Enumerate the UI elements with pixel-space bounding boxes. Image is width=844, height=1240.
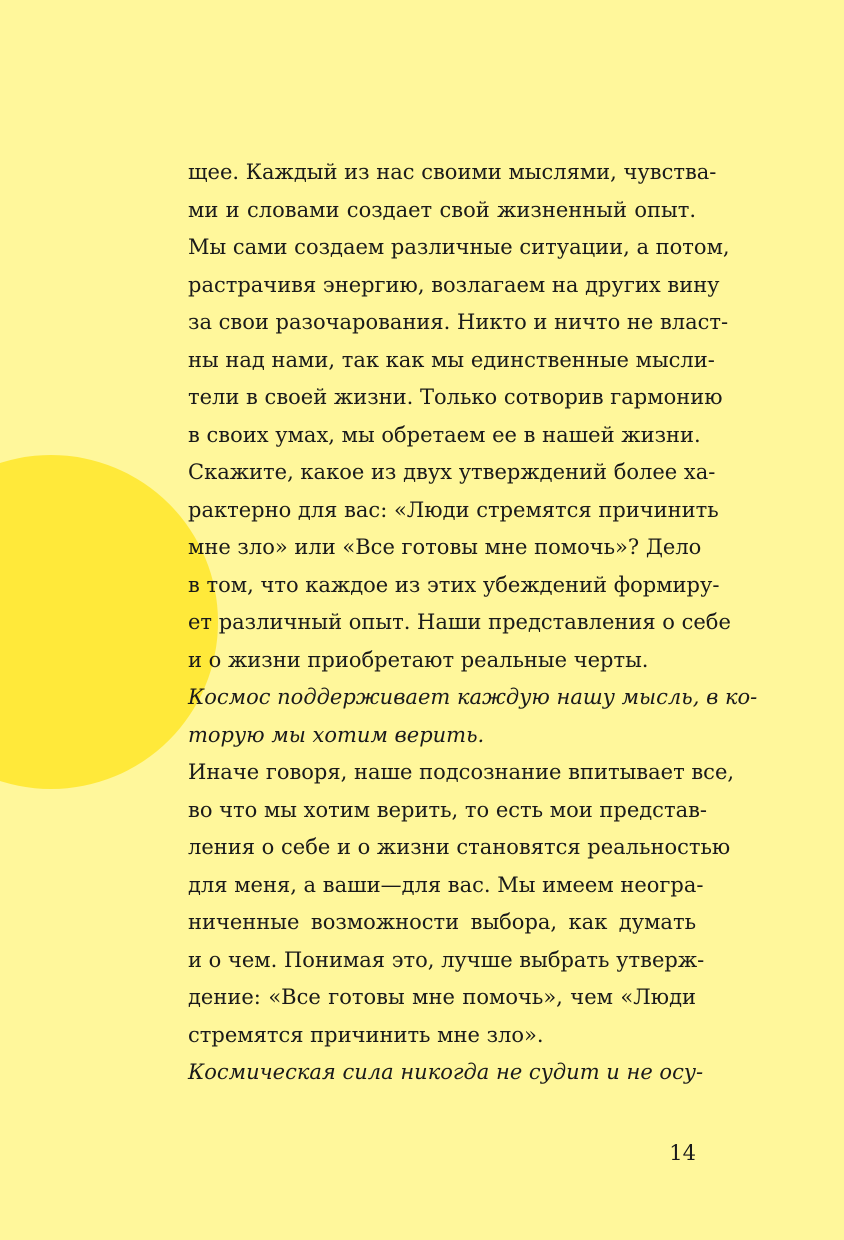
italic-text-line: торую мы хотим верить. [188,722,485,747]
text-line: для меня, а ваши—для вас. Мы имеем неогра- [188,872,704,897]
decorative-circle [0,455,218,789]
text-line: в своих умах, мы обретаем ее в нашей жизни. [188,422,701,447]
text-line: и о чем. Понимая это, лучше выбрать утверж- [188,947,705,972]
text-line: растрачивя энергию, возлагаем на других вину [188,272,720,297]
text-line: ны над нами, так как мы единственные мысли- [188,347,715,372]
text-line: рактерно для вас: «Люди стремятся причинить [188,497,719,522]
text-line: тели в своей жизни. Только сотворив гармонию [188,385,723,409]
page-number: 14 [669,1141,696,1165]
text-line: и о жизни приобретают реальные черты. [188,647,649,672]
text-line: ления о себе и о жизни становятся реальностью [188,835,731,859]
text-line: за свои разочарования. Никто и ничто не власт- [188,310,729,334]
text-line: ми и словами создает свой жизненный опыт. [188,197,696,222]
text-line: щее. Каждый из нас своими мыслями, чувства- [188,160,717,184]
text-line: в том, что каждое из этих убеждений формиру- [188,572,720,597]
italic-text-line: Космическая сила никогда не судит и не осу- [188,1060,704,1084]
text-line: дение: «Все готовы мне помочь», чем «Люди [188,985,696,1009]
text-line: Иначе говоря, наше подсознание впитывает все, [188,760,735,784]
text-line: Мы сами создаем различные ситуации, а потом, [188,235,730,259]
text-line: ниченные возможности выбора, как думать [188,910,696,934]
text-line: стремятся причинить мне зло». [188,1022,544,1047]
text-line: мне зло» или «Все готовы мне помочь»? Дело [188,535,702,559]
text-line: ет различный опыт. Наши представления о себе [188,610,731,634]
body-text [188,154,758,1092]
text-line: Скажите, какое из двух утверждений более ха- [188,460,716,484]
text-line: во что мы хотим верить, то есть мои представ- [188,797,708,822]
italic-text-line: Космос поддерживает каждую нашу мысль, в ко- [188,685,758,709]
